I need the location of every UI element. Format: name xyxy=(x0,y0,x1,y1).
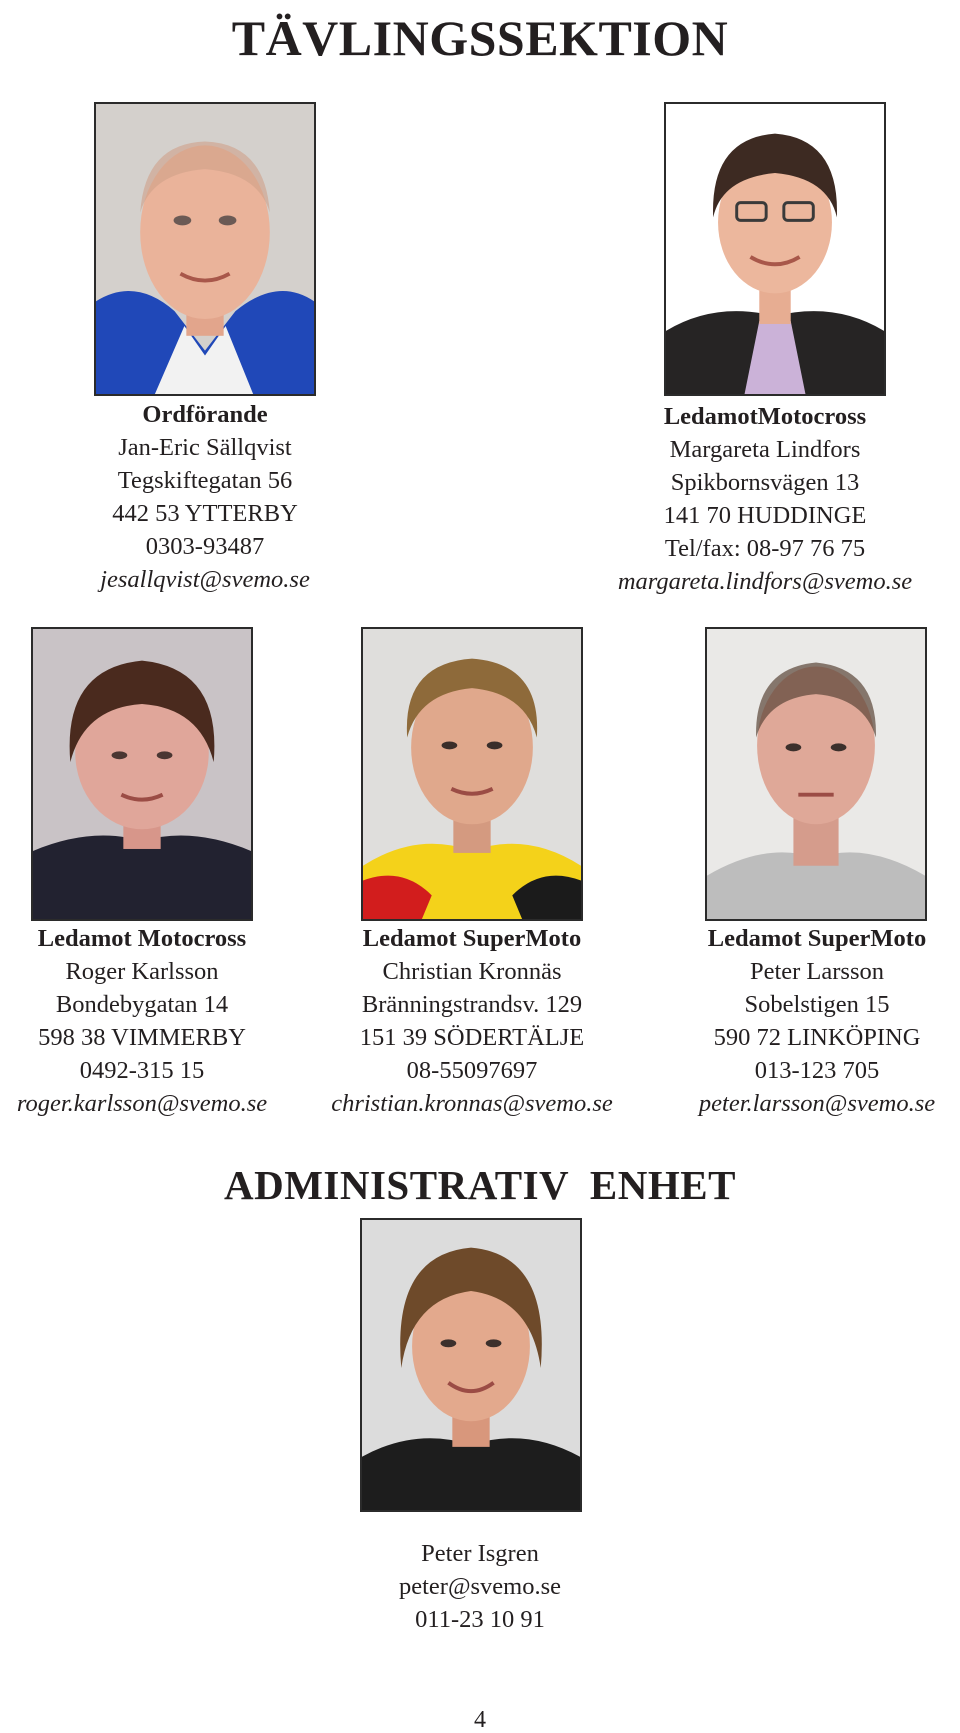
member-email[interactable]: christian.kronnas@svemo.se xyxy=(331,1090,613,1117)
member-street: Bondebygatan 14 xyxy=(55,991,229,1018)
admin-phone: 011-23 10 91 xyxy=(415,1606,545,1633)
member-card-ledamot-supermoto-1 xyxy=(300,922,644,1120)
member-street: Spikbornsvägen 13 xyxy=(670,469,860,496)
member-street: Bränningstrandsv. 129 xyxy=(361,991,583,1018)
admin-section-title: ADMINISTRATIV ENHET xyxy=(224,1162,736,1208)
member-email[interactable]: peter.larsson@svemo.se xyxy=(698,1090,936,1117)
member-city: 598 38 VIMMERBY xyxy=(38,1024,246,1051)
member-city: 442 53 YTTERBY xyxy=(112,500,298,527)
member-email[interactable]: roger.karlsson@svemo.se xyxy=(16,1090,268,1117)
member-card-ledamot-motocross-1 xyxy=(590,400,940,598)
member-street: Sobelstigen 15 xyxy=(744,991,890,1018)
member-name: Jan-Eric Sällqvist xyxy=(118,434,292,461)
member-email[interactable]: jesallqvist@svemo.se xyxy=(100,566,310,593)
admin-name: Peter Isgren xyxy=(421,1540,539,1567)
member-role: Ordförande xyxy=(142,401,268,428)
page-number: 4 xyxy=(474,1707,486,1733)
member-street: Tegskiftegatan 56 xyxy=(117,467,293,494)
member-phone: Tel/fax: 08-97 76 75 xyxy=(664,535,866,562)
portrait-ordforande xyxy=(94,102,316,396)
member-phone: 013-123 705 xyxy=(754,1057,880,1084)
member-phone: 0303-93487 xyxy=(145,533,265,560)
member-name: Peter Larsson xyxy=(749,958,885,985)
member-name: Christian Kronnäs xyxy=(382,958,562,985)
member-city: 151 39 SÖDERTÄLJE xyxy=(359,1024,585,1051)
portrait-admin xyxy=(360,1218,582,1512)
portrait-ledamot-motocross-2 xyxy=(31,627,253,921)
portrait-ledamot-supermoto-2 xyxy=(705,627,927,921)
portrait-ledamot-supermoto-1 xyxy=(361,627,583,921)
member-city: 141 70 HUDDINGE xyxy=(663,502,867,529)
portrait-ledamot-motocross-1 xyxy=(664,102,886,396)
member-role: LedamotMotocross xyxy=(663,403,867,430)
member-card-ordforande xyxy=(42,398,368,596)
member-card-ledamot-supermoto-2 xyxy=(674,922,960,1120)
member-role: Ledamot SuperMoto xyxy=(362,925,582,952)
member-role: Ledamot SuperMoto xyxy=(707,925,927,952)
member-email[interactable]: margareta.lindfors@svemo.se xyxy=(617,568,913,595)
admin-email[interactable]: peter@svemo.se xyxy=(398,1573,562,1600)
member-name: Margareta Lindfors xyxy=(669,436,861,463)
admin-card xyxy=(330,1537,630,1636)
member-role: Ledamot Motocross xyxy=(37,925,247,952)
page-title: TÄVLINGSSEKTION xyxy=(231,10,729,66)
member-phone: 08-55097697 xyxy=(406,1057,538,1084)
member-city: 590 72 LINKÖPING xyxy=(713,1024,921,1051)
member-card-ledamot-motocross-2 xyxy=(0,922,284,1120)
member-name: Roger Karlsson xyxy=(65,958,219,985)
member-phone: 0492-315 15 xyxy=(79,1057,205,1084)
